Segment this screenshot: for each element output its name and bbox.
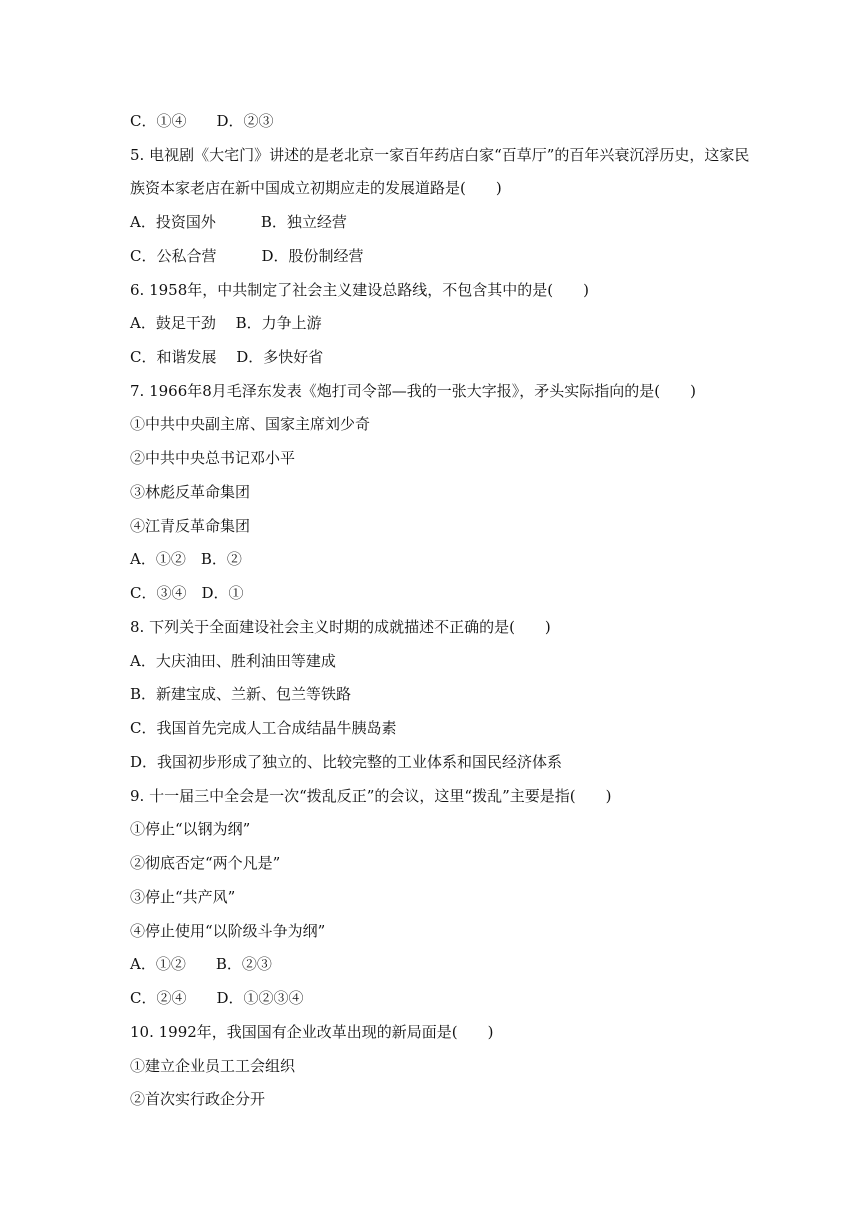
- q5-options-cd: C．公私合营 D．股份制经营: [130, 247, 364, 265]
- q7-item-2: ②中共中央总书记邓小平: [130, 449, 296, 467]
- q6-options-ab: A．鼓足干劲 B．力争上游: [130, 314, 322, 332]
- q9-item-2: ②彻底否定“两个凡是”: [130, 854, 281, 872]
- q9-stem: 9. 十一届三中全会是一次“拨乱反正”的会议，这里“拨乱”主要是指( ): [130, 787, 612, 805]
- q9-item-1: ①停止“以钢为纲”: [130, 820, 251, 838]
- q7-item-3: ③林彪反革命集团: [130, 483, 251, 501]
- q6-options-cd: C．和谐发展 D．多快好省: [130, 348, 324, 366]
- q9-item-4: ④停止使用“以阶级斗争为纲”: [130, 922, 326, 940]
- q9-options-ab: A．①② B．②③: [130, 955, 272, 973]
- q8-option-b: B．新建宝成、兰新、包兰等铁路: [130, 685, 352, 703]
- q6-stem: 6. 1958年，中共制定了社会主义建设总路线，不包含其中的是( ): [130, 281, 589, 299]
- q10-item-2: ②首次实行政企分开: [130, 1090, 266, 1108]
- q10-stem: 10. 1992年，我国国有企业改革出现的新局面是( ): [130, 1023, 494, 1041]
- q8-stem: 8. 下列关于全面建设社会主义时期的成就描述不正确的是( ): [130, 618, 551, 636]
- q5-options-ab: A．投资国外 B．独立经营: [130, 213, 347, 231]
- q10-item-1: ①建立企业员工工会组织: [130, 1057, 296, 1075]
- q9-options-cd: C．②④ D．①②③④: [130, 989, 304, 1007]
- q7-item-1: ①中共中央副主席、国家主席刘少奇: [130, 415, 371, 433]
- q7-stem: 7. 1966年8月毛泽东发表《炮打司令部—我的一张大字报》，矛头实际指向的是( ): [130, 382, 697, 400]
- q7-options-cd: C．③④ D．①: [130, 584, 244, 602]
- q9-item-3: ③停止“共产风”: [130, 888, 236, 906]
- q8-option-c: C．我国首先完成人工合成结晶牛胰岛素: [130, 719, 397, 737]
- q5-stem: 5. 电视剧《大宅门》讲述的是老北京一家百年药店白家“百草厅”的百年兴衰沉浮历史，这家民族资本家老店在新中国成立初期应走的发展道路是( ): [130, 146, 750, 197]
- q7-options-ab: A．①② B．②: [130, 550, 242, 568]
- q8-option-d: D．我国初步形成了独立的、比较完整的工业体系和国民经济体系: [130, 753, 563, 771]
- q4-options-cd: C．①④ D．②③: [130, 112, 274, 130]
- q8-option-a: A．大庆油田、胜利油田等建成: [130, 652, 336, 670]
- q7-item-4: ④江青反革命集团: [130, 517, 251, 535]
